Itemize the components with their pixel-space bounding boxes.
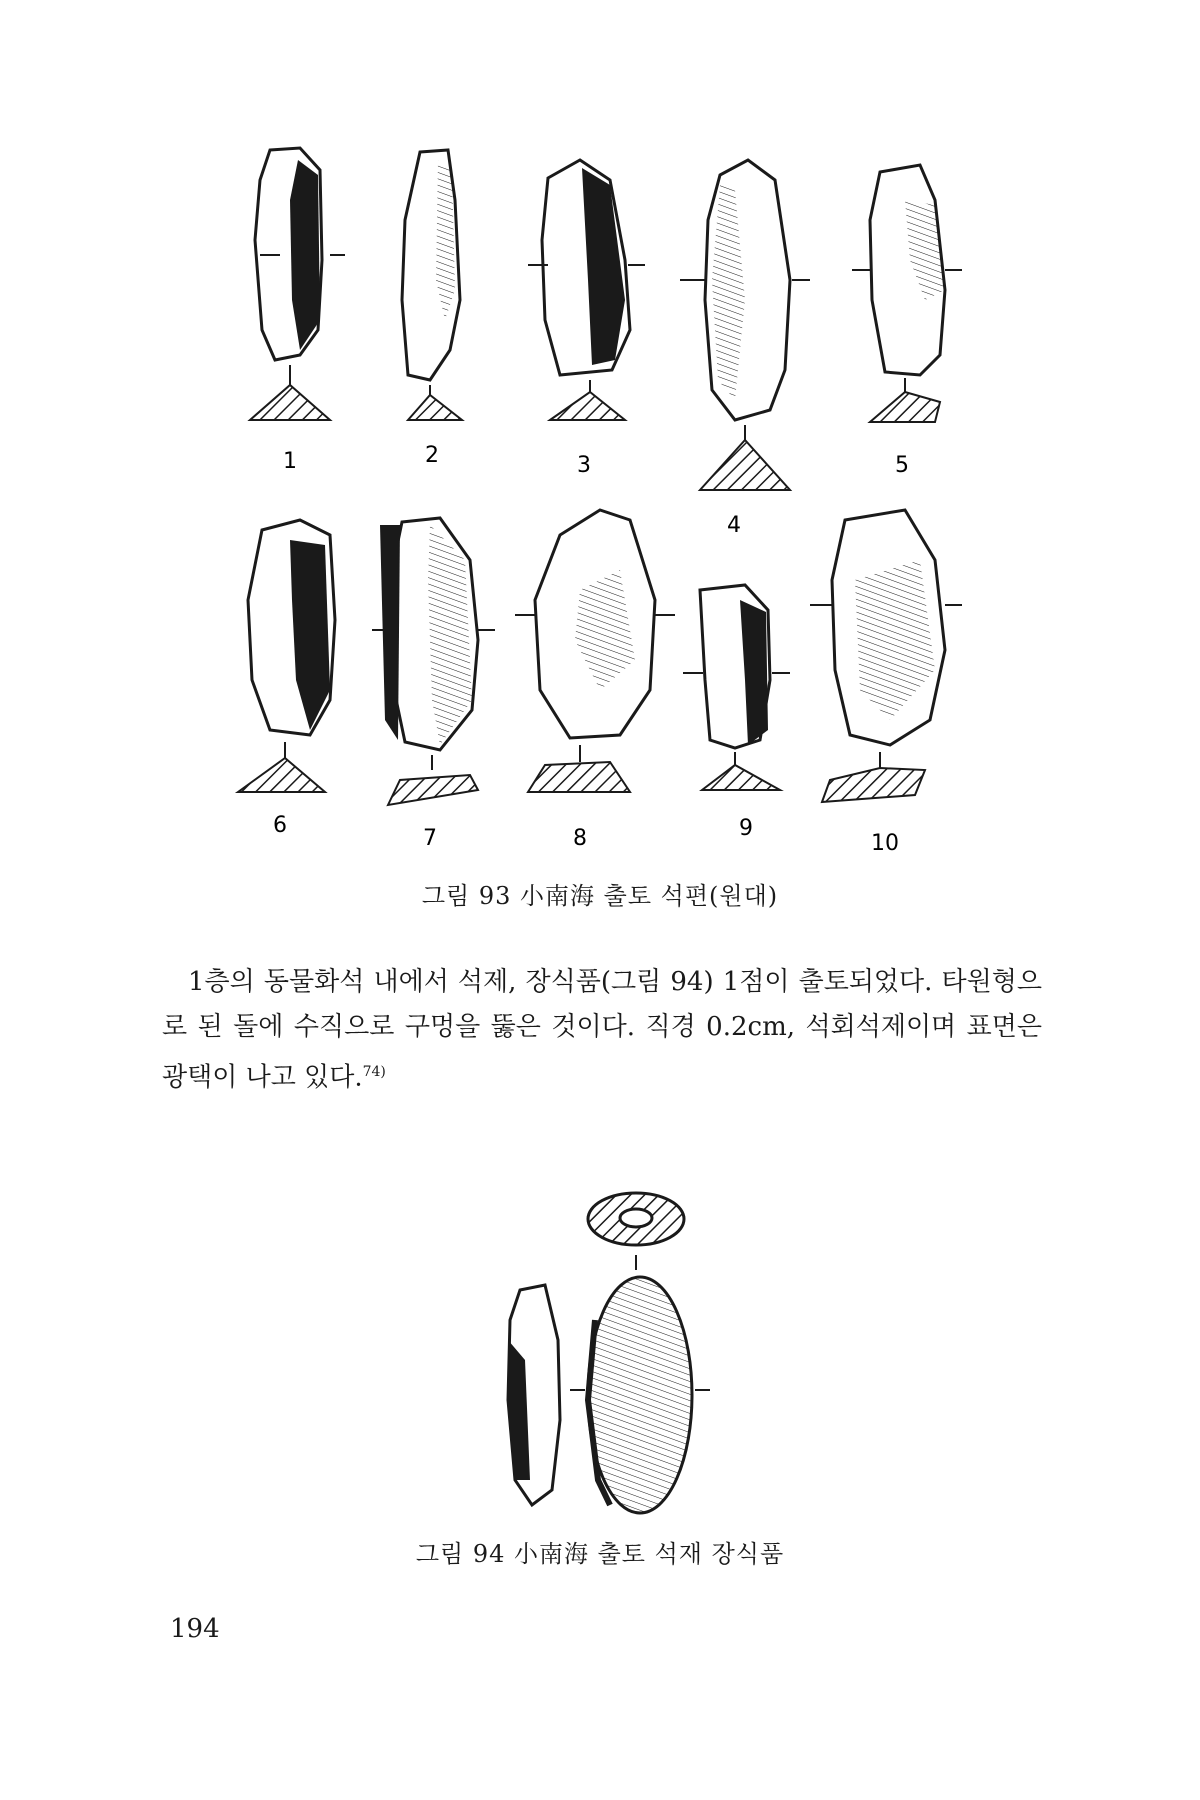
flake-label-2: 2 — [425, 443, 439, 468]
flake-label-10: 10 — [871, 831, 899, 856]
ornament-section — [588, 1193, 684, 1270]
flake-1 — [250, 148, 345, 420]
flake-label-6: 6 — [273, 813, 287, 838]
flake-5 — [852, 165, 962, 422]
flake-label-1: 1 — [283, 449, 297, 474]
flake-label-3: 3 — [577, 453, 591, 478]
flake-label-5: 5 — [895, 453, 909, 478]
flake-8 — [515, 510, 675, 792]
flake-7 — [372, 518, 495, 805]
paragraph-text: 1층의 동물화석 내에서 석제, 장식품(그림 94) 1점이 출토되었다. 타원형으로 된 돌에 수직으로 구멍을 뚫은 것이다. 직경 0.2cm, 석회석제이며 표면은 광택이 나고 있다. — [162, 967, 1042, 1093]
footnote-ref: 74) — [362, 1064, 386, 1080]
flake-label-4: 4 — [727, 513, 741, 538]
flake-label-7: 7 — [423, 826, 437, 851]
ornament-side-view — [508, 1285, 560, 1505]
flake-3 — [528, 160, 645, 420]
figure-93-caption: 그림 93 小南海 출토 석편(원대) — [421, 882, 779, 910]
flake-label-8: 8 — [573, 826, 587, 851]
flake-10 — [810, 510, 962, 802]
body-paragraph — [162, 960, 1042, 1101]
flake-6 — [238, 520, 335, 792]
flake-2 — [402, 150, 462, 420]
flake-label-9: 9 — [739, 816, 753, 841]
figure-94-caption: 그림 94 小南海 출토 석재 장식품 — [415, 1540, 785, 1568]
page-number: 194 — [170, 1614, 220, 1644]
flake-9 — [683, 585, 790, 790]
ornament-front-view — [570, 1277, 710, 1513]
flake-4 — [680, 160, 810, 490]
